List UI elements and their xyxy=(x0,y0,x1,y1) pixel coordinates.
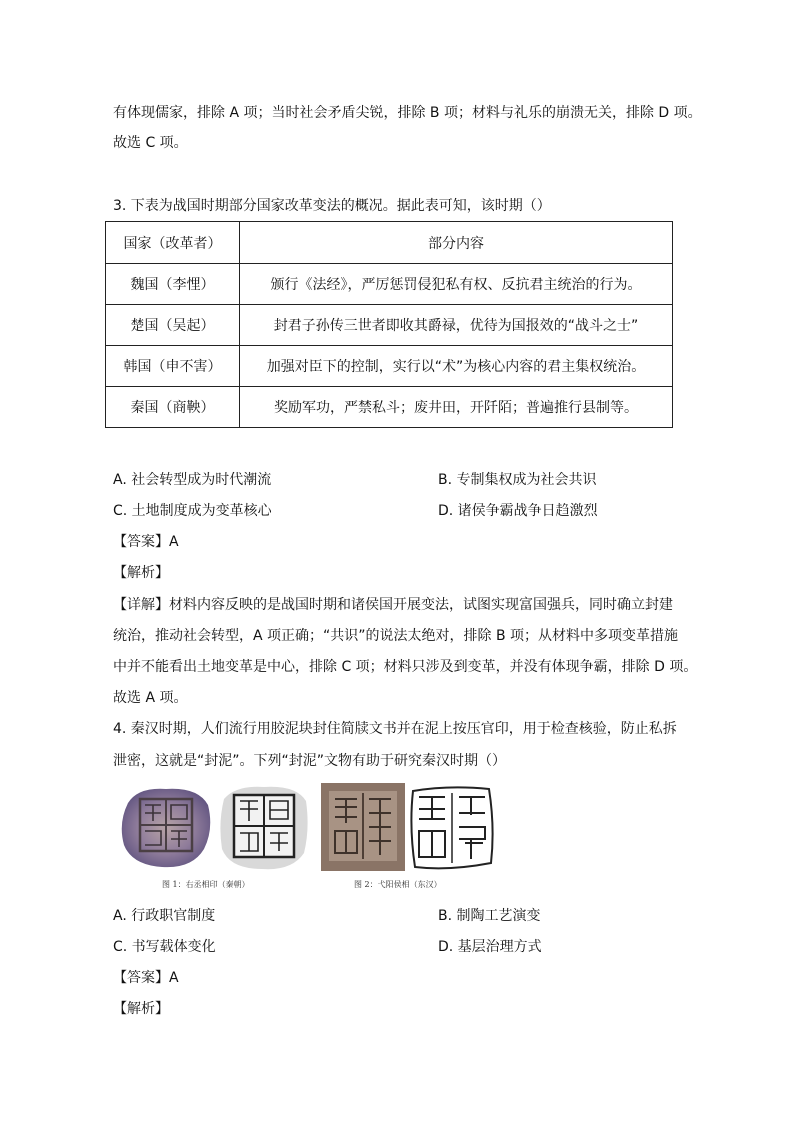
answer-label: 【答案】A xyxy=(113,970,179,986)
option-b[interactable]: B. 专制集权成为社会共识 xyxy=(438,472,597,488)
table-cell-content: 颁行《法经》，严厉惩罚侵犯私有权、反抗君主统治的行为。 xyxy=(240,264,673,305)
table-cell-content: 加强对臣下的控制，实行以“术”为核心内容的君主集权统治。 xyxy=(240,346,673,387)
table-row xyxy=(106,346,673,387)
option-d[interactable]: D. 诸侯争霸战争日趋激烈 xyxy=(438,503,598,519)
explanation-line: 故选 A 项。 xyxy=(113,690,188,706)
explanation-line: 【详解】材料内容反映的是战国时期和诸侯国开展变法，试图实现富国强兵，同时确立封建 xyxy=(113,597,673,613)
column-header-content: 部分内容 xyxy=(240,222,673,264)
clay-seal-photo-1 xyxy=(118,783,214,871)
explanation-line: 中并不能看出土地变革是中心，排除 C 项；材料只涉及到变革，并没有体现争霸，排除 D 项。 xyxy=(113,659,698,675)
reform-table xyxy=(105,221,673,428)
table-header-row xyxy=(106,222,673,264)
analysis-label: 【解析】 xyxy=(113,565,169,581)
paragraph-line: 有体现儒家，排除 A 项；当时社会矛盾尖锐，排除 B 项；材料与礼乐的崩溃无关，排除 D 项。 xyxy=(113,105,702,121)
table-cell-content: 封君子孙传三世者即收其爵禄，优待为国报效的“战斗之士” xyxy=(240,305,673,346)
seal-figures xyxy=(118,783,498,895)
option-b[interactable]: B. 制陶工艺演变 xyxy=(438,908,541,924)
clay-seal-photo-2 xyxy=(321,783,405,871)
analysis-label: 【解析】 xyxy=(113,1001,169,1017)
option-a[interactable]: A. 社会转型成为时代潮流 xyxy=(113,472,272,488)
seal-rubbing-1 xyxy=(218,783,310,871)
column-header-country: 国家（改革者） xyxy=(106,222,240,264)
figure-caption-1: 图 1：右丞相印（秦朝） xyxy=(162,880,250,889)
explanation-line: 统治，推动社会转型，A 项正确；“共识”的说法太绝对，排除 B 项；从材料中多项变革措施 xyxy=(113,628,679,644)
option-c[interactable]: C. 土地制度成为变革核心 xyxy=(113,503,272,519)
seal-rubbing-2 xyxy=(409,783,495,871)
question-4-stem: 泄密，这就是“封泥”。下列“封泥”文物有助于研究秦汉时期（） xyxy=(113,753,507,769)
question-4-stem: 4. 秦汉时期，人们流行用胶泥块封住简牍文书并在泥上按压官印，用于检查核验，防止私拆 xyxy=(113,721,677,737)
table-cell-content: 奖励军功，严禁私斗；废井田，开阡陌；普遍推行县制等。 xyxy=(240,387,673,428)
question-3-stem: 3. 下表为战国时期部分国家改革变法的概况。据此表可知，该时期（） xyxy=(113,198,551,214)
table-cell-country: 楚国（吴起） xyxy=(106,305,240,346)
table-row xyxy=(106,264,673,305)
answer-label: 【答案】A xyxy=(113,534,179,550)
table-cell-country: 秦国（商鞅） xyxy=(106,387,240,428)
figure-caption-2: 图 2：弋阳侯相（东汉） xyxy=(354,880,442,889)
table-cell-country: 韩国（申不害） xyxy=(106,346,240,387)
table-row xyxy=(106,387,673,428)
table-row xyxy=(106,305,673,346)
table-cell-country: 魏国（李悝） xyxy=(106,264,240,305)
option-a[interactable]: A. 行政职官制度 xyxy=(113,908,216,924)
option-c[interactable]: C. 书写载体变化 xyxy=(113,939,216,955)
option-d[interactable]: D. 基层治理方式 xyxy=(438,939,542,955)
paragraph-line: 故选 C 项。 xyxy=(113,135,188,151)
